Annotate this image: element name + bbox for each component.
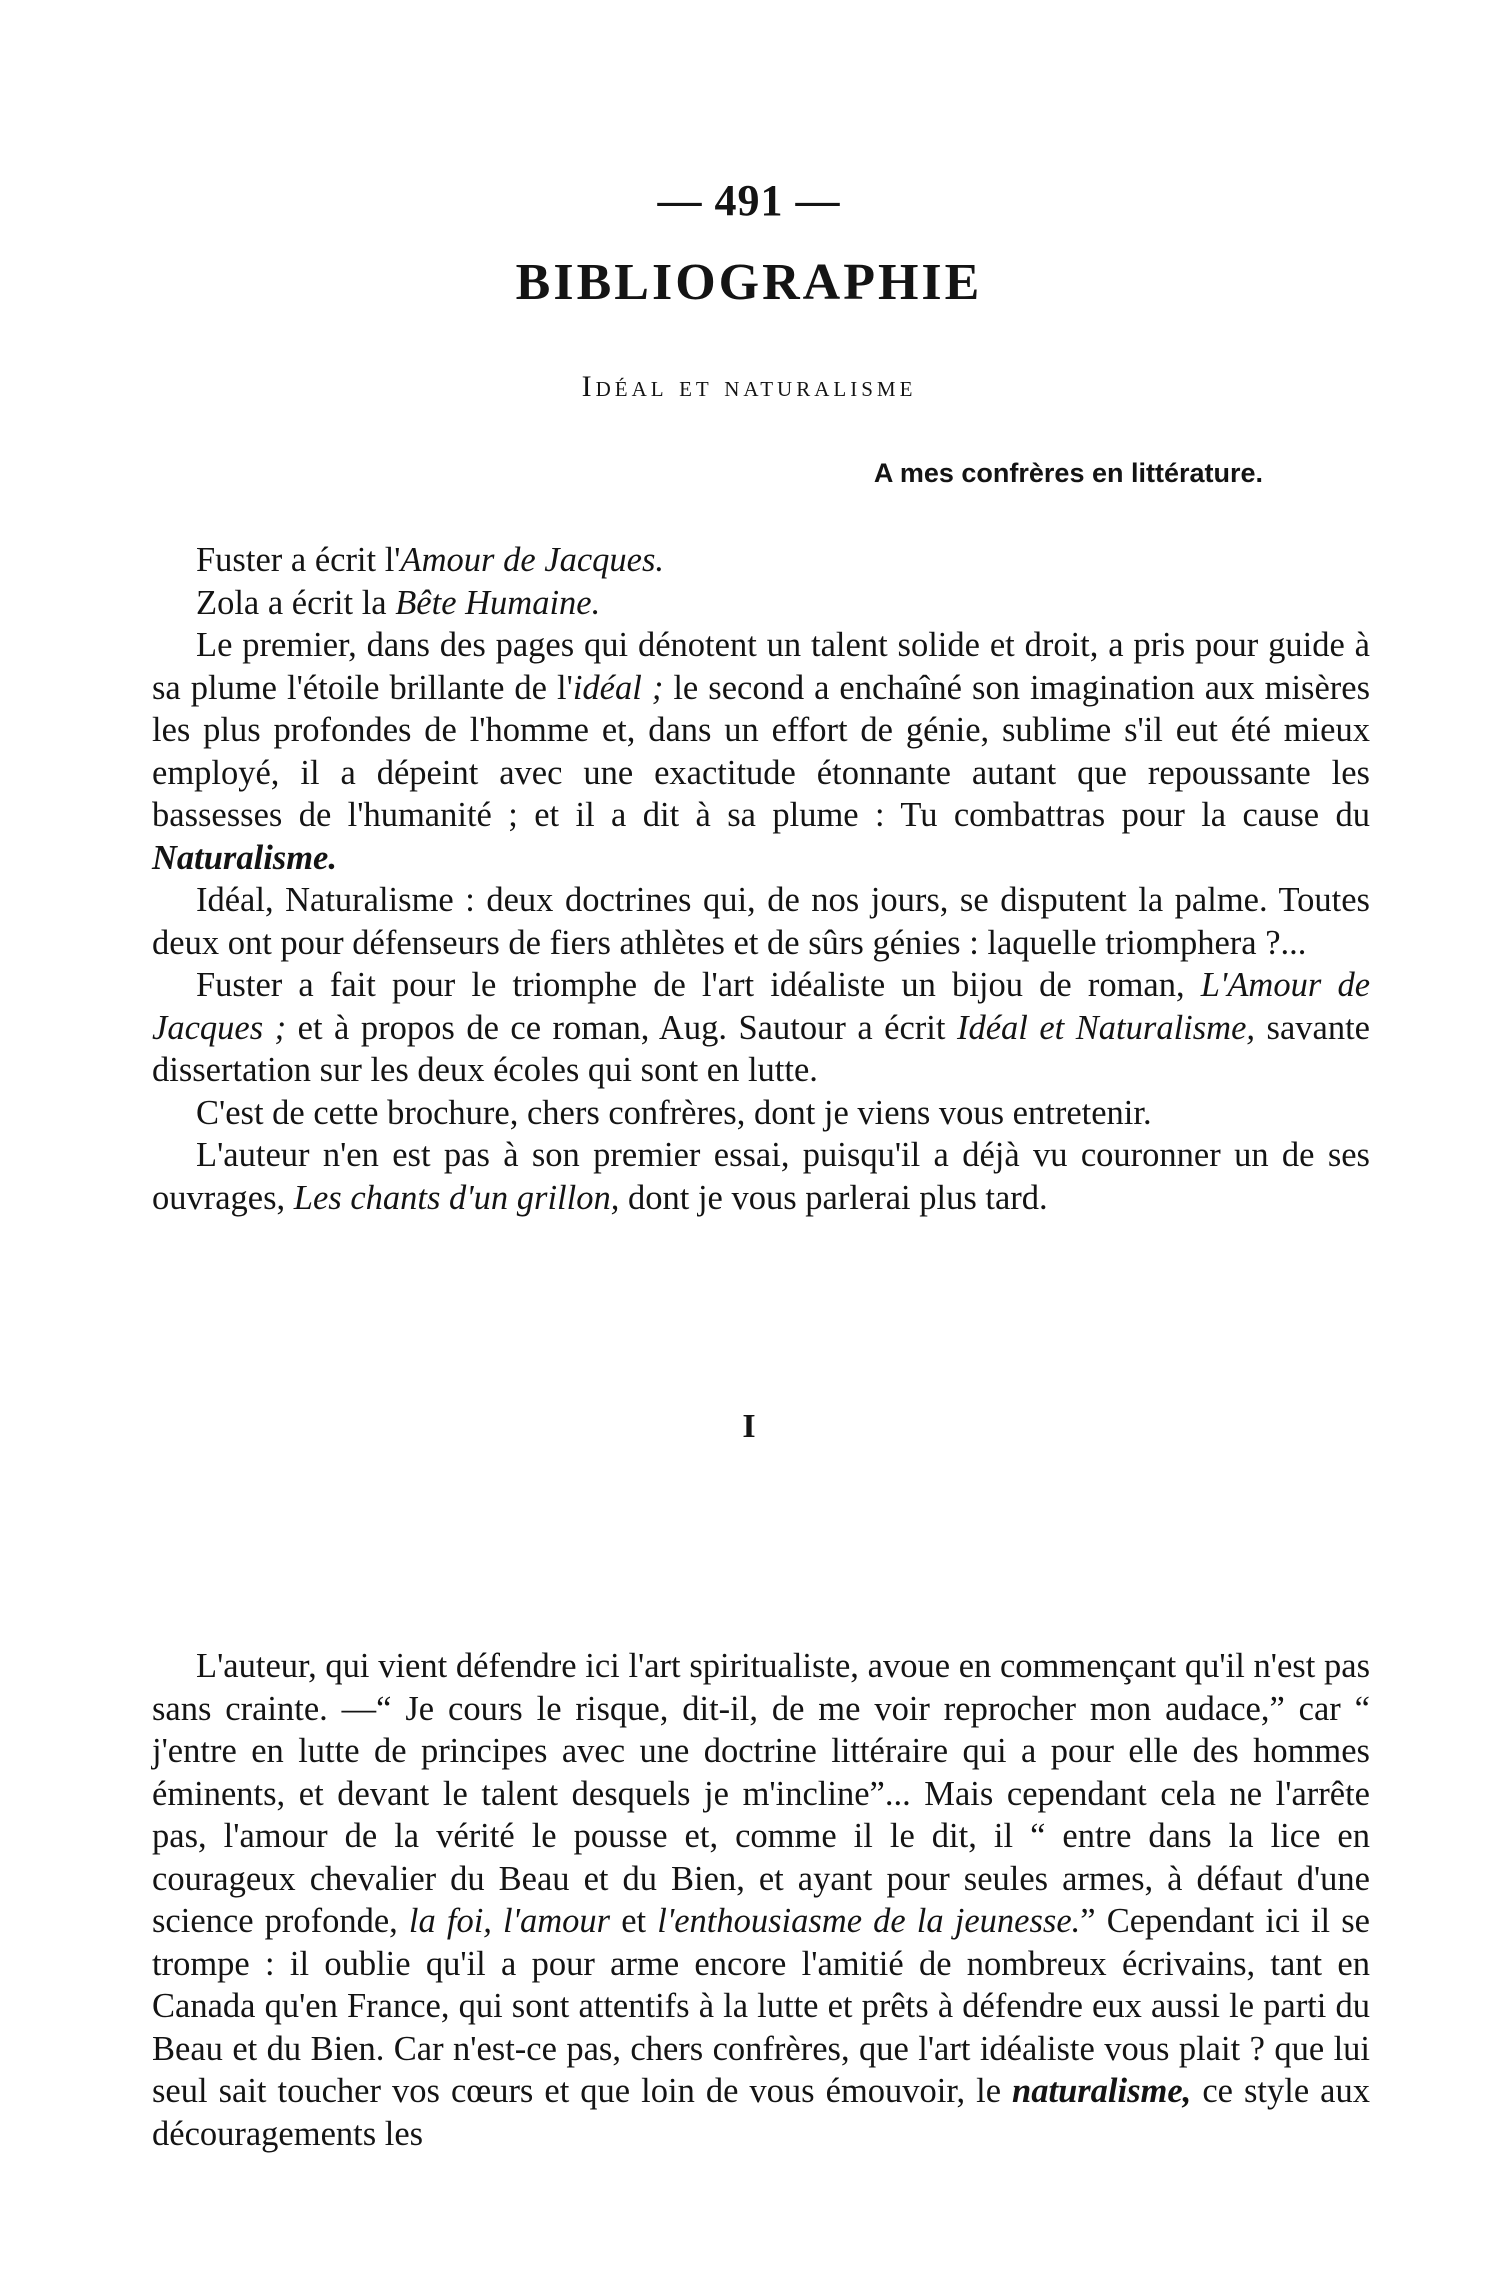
text: Fuster a fait pour le triomphe de l'art idéaliste un bijou de roman, xyxy=(196,966,1201,1004)
text: savante dissertation sur les deux écoles qui sont en lutte. xyxy=(152,1008,1370,1089)
emphasis: naturalisme, xyxy=(1012,2072,1192,2110)
text: et xyxy=(610,1902,658,1940)
book-title: Bête Humaine. xyxy=(395,583,601,622)
paragraph xyxy=(152,1134,1370,1219)
paragraph xyxy=(152,1645,1370,2155)
dedication: A mes confrères en littérature. xyxy=(873,458,1263,488)
emphasis: Naturalisme. xyxy=(152,838,337,877)
text: ” Cependant ici il se trompe : il oublie qu'il a pour arme encore l'amitié de nombreux écrivains, tant en Canada qu'en France, qui sont attentifs à la lutte et prêts à défendre eux aussi le parti du Beau et du Bien. Car n'est-ce pas, chers confrères, que l'art idéaliste vous plait ? que lui seul sait toucher vos cœurs et que loin de vous émouvoir, le xyxy=(152,1902,1370,2110)
section-numeral: I xyxy=(742,1408,756,1445)
book-title: Amour de Jacques. xyxy=(400,541,664,579)
text: L'auteur n'en est pas à son premier essai, puisqu'il a déjà vu couronner un de ses ouvrages, xyxy=(152,1136,1370,1217)
page-number: — 491 — xyxy=(657,176,841,225)
text: L'auteur, qui vient défendre ici l'art spiritualiste, avoue en commençant qu'il n'est pas sans crainte. —“ Je cours le risque, dit-il, de me voir reprocher mon audace,” car “ j'entre en lutte de principes avec une doctrine littéraire qui a pour elle des hommes éminents, et devant le talent desquels je m'incline”... Mais cependant cela ne l'arrête pas, l'amour de la vérité le pousse et, comme il le dit, il “ entre dans la lice en courageux chevalier du Beau et du Bien, et ayant pour seules armes, à défaut d'une science profonde, xyxy=(152,1647,1370,1940)
paragraph: Idéal, Naturalisme : deux doctrines qui, de nos jours, se disputent la palme. Toutes deux ont pour défenseurs de fiers athlètes et de sûrs génies : laquelle triomphera ?... xyxy=(152,881,1370,962)
text: Zola a écrit la xyxy=(196,583,396,622)
book-title: L'Amour de Jacques ; xyxy=(152,966,1371,1047)
book-title: Les chants d'un grillon, xyxy=(293,1178,620,1217)
paragraph: C'est de cette brochure, chers confrères, dont je viens vous entretenir. xyxy=(196,1093,1152,1132)
paragraph xyxy=(152,539,1370,582)
text: ce style aux découragements les xyxy=(152,2072,1370,2153)
book-title: Idéal et Naturalisme, xyxy=(956,1008,1256,1047)
emphasis: la foi, l'amour xyxy=(408,1902,611,1940)
section-text xyxy=(152,1645,1370,2155)
intro-text xyxy=(152,539,1370,1219)
paragraph xyxy=(152,624,1370,879)
text: Fuster a écrit l' xyxy=(196,541,401,579)
page-title: BIBLIOGRAPHIE xyxy=(515,254,983,311)
paragraph xyxy=(152,582,1370,625)
article-subtitle: Idéal et naturalisme xyxy=(581,370,917,403)
text: et à propos de ce roman, Aug. Sautour a écrit xyxy=(286,1008,957,1047)
emphasis: idéal ; xyxy=(572,668,664,707)
text: dont je vous parlerai plus tard. xyxy=(619,1178,1048,1217)
text: Le premier, dans des pages qui dénotent un talent solide et droit, a pris pour guide à sa plume l'étoile brillante de l' xyxy=(152,626,1370,707)
emphasis: l'enthousiasme de la jeunesse. xyxy=(657,1902,1081,1940)
paragraph xyxy=(152,964,1370,1092)
text: le second a enchaîné son imagination aux misères les plus profondes de l'homme et, dans un effort de génie, sublime s'il eut été mieux employé, il a dépeint avec une exactitude étonnante autant que repoussante les bassesses de l'humanité ; et il a dit à sa plume : Tu combattras pour la cause du xyxy=(152,668,1370,834)
